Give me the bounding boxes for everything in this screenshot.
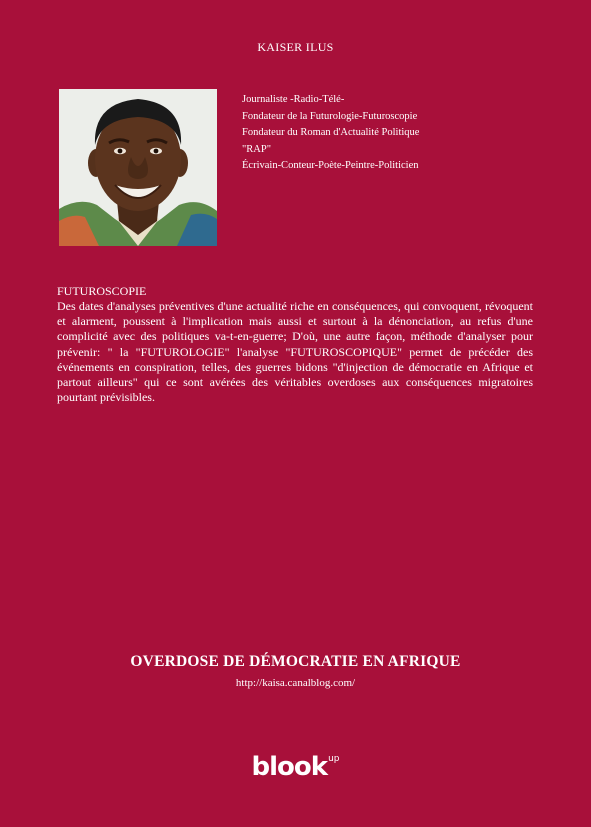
author-bio <box>242 92 419 175</box>
publisher-logo <box>0 752 591 782</box>
section-body-text: Des dates d'analyses préventives d'une actualité riche en conséquences, qui convoquent, révoquent et alarment, poussent à l'implication mais aussi et surtout à la dénonciation, au refus d'une complicité avec des politiques va-t-en-guerre; D'où, une autre façon, méthode d'analyser pour prévenir: " la "FUTUROLOGIE" l'analyse "FUTUROSCOPIQUE" permet de précéder des événements en conspiration, telles, des guerres bidons "d'injection de démocratie en Afrique et partout ailleurs" qui ce sont avérées des véritables overdoses aux conséquences migratoires pourtant prévisibles. <box>57 299 533 405</box>
bio-line-writer: Écrivain-Conteur-Poète-Peintre-Politicien <box>242 160 419 171</box>
publisher-logo-main: blook <box>251 752 328 782</box>
blog-url: http://kaisa.canalblog.com/ <box>235 677 356 689</box>
author-name: KAISER ILUS <box>257 40 334 54</box>
book-title: OVERDOSE DE DÉMOCRATIE EN AFRIQUE <box>130 653 461 670</box>
bio-line-novel: Fondateur du Roman d'Actualité Politique <box>242 127 420 138</box>
bio-line-profession: Journaliste -Radio-Télé- <box>242 94 345 105</box>
section-title: FUTUROSCOPIE <box>57 284 147 298</box>
publisher-logo-sup: up <box>328 754 340 764</box>
bio-line-futurology: Fondateur de la Futurologie-Futuroscopie <box>242 110 418 122</box>
author-photo <box>59 89 217 246</box>
bio-line-rap: "RAP" <box>242 143 271 155</box>
